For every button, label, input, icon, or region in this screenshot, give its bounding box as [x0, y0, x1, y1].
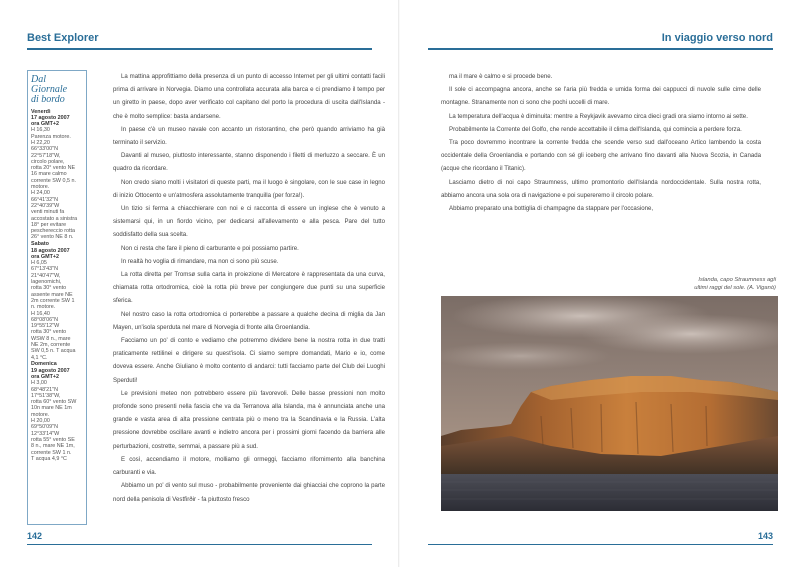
entry-line: 8 n., mare NE 1m,	[31, 443, 75, 450]
paragraph: La temperatura dell'acqua è diminuita: mentre a Reykjavik avevamo circa dieci gradi ora siamo intorno ai sette.	[449, 112, 748, 120]
right-text-column	[441, 70, 761, 215]
page-number-left: 142	[27, 531, 43, 541]
running-header-left: Best Explorer	[27, 32, 99, 44]
entry-line: rotta 60° vento SW	[31, 399, 77, 406]
header-rule-left	[27, 48, 372, 50]
paragraph: La rotta diretta per Tromsø sulla carta in proiezione di Mercatore è rappresentata da una curva, chiamata rotta ortodromica, cioè la rotta più breve per congiungere due punti su una superficie sferica.	[113, 271, 385, 305]
entry-tz: ora GMT+2	[31, 121, 60, 128]
page-number-right: 143	[757, 531, 773, 541]
entry-line: venti minuti fa	[31, 209, 65, 216]
footer-rule-left	[27, 544, 372, 545]
entry-line: accostato a sinistra	[31, 215, 78, 222]
running-header-right: In viaggio verso nord	[661, 32, 773, 44]
entry-line: 2m corrente SW 1	[31, 297, 75, 304]
entry-line: 69°50'09"N	[31, 424, 58, 431]
entry-line: NE 2m, corrente	[31, 341, 71, 348]
paragraph: In paese c'è un museo navale con accanto un ristorantino, che però quando arriviamo ha già terminato il servizio.	[113, 125, 385, 147]
photo-caption: Islanda, capo Straumness agli ultimi raggi del sole. (A. Viganò)	[694, 277, 776, 291]
entry-line: lagenomichi,	[31, 279, 62, 286]
entry-line: assente mare NE	[31, 291, 73, 298]
entry-line: 67°13'43"N	[31, 266, 58, 273]
entry-tz: ora GMT+2	[31, 253, 60, 260]
entry-line: corrente SW 0,5 n.	[31, 177, 76, 184]
footer-rule-right	[428, 544, 773, 545]
entry-line: 4,1 °C.	[31, 354, 48, 361]
entry-line: 22°40'39"W	[31, 202, 60, 209]
paragraph: Il sole ci accompagna ancora, anche se l'aria più fredda e umida forma dei cappucci di nuvole sulle cime delle montagne. Stranamente non ci sono che pochi uccelli di mare.	[441, 86, 761, 107]
entry-line: rotta 30° vento	[31, 329, 67, 336]
logbook-entry	[31, 241, 83, 361]
paragraph: Tra poco dovremmo incontrare la corrente fredda che scende verso sud dall'oceano Artico lambendo la costa occidentale della Groenlandia e portando con sé gli iceberg che arrivano fino davanti alla Nuova Scozia, in Canada (acque che ricordano il Titanic).	[441, 139, 761, 173]
paragraph: Nel nostro caso la rotta ortodromica ci porterebbe a passare a qualche decina di miglia da Jan Mayen, un'isola sperduta nel mare di Norvegia di fronte alla Groenlandia.	[113, 310, 385, 331]
entry-date: 19 agosto 2007	[31, 367, 70, 374]
entry-line: 22°57'18"W,	[31, 152, 61, 159]
entry-line: 66°41'32"N	[31, 196, 58, 203]
entry-line: peschereccio rotta	[31, 228, 76, 235]
entry-line: 26° vento NE 8 n.	[31, 234, 74, 241]
entry-line: motore.	[31, 184, 50, 191]
paragraph: In realtà ho voglia di rimandare, ma non ci sono più scuse.	[121, 257, 279, 265]
paragraph: Non credo siano molti i visitatori di queste parti, ma il luogo è singolare, con le sue case in legno di inizio Ottocento e un'atmosfera assolutamente tranquilla (per forza!).	[113, 178, 385, 199]
paragraph: E così, accendiamo il motore, molliamo gli ormeggi, facciamo rifornimento alla banchina carburanti e via.	[113, 455, 385, 477]
logbook-sidebar	[27, 70, 87, 525]
entry-line: corrente SW 1 n.	[31, 449, 72, 456]
entry-line: T acqua 4,9 °C	[31, 455, 67, 462]
entry-line: SW 0,5 n. T acqua	[31, 348, 76, 355]
entry-line: Parenza motore.	[31, 133, 71, 140]
entry-line: rotta 55° vento SE	[31, 436, 75, 443]
entry-line: 19°55'12"W	[31, 323, 60, 330]
entry-line: circolo polare,	[31, 158, 65, 165]
entry-line: WSW 8 n., mare	[31, 335, 71, 342]
entry-date: 17 agosto 2007	[31, 114, 70, 121]
entry-line: 18° per evitare	[31, 221, 67, 228]
paragraph: Abbiamo un po' di vento sul muso - probabilmente proveniente dai ghiacciai che coprono la parte nord della penisola di Vestfirðir - fa piuttosto fresco	[113, 482, 385, 503]
entry-date: 18 agosto 2007	[31, 247, 70, 254]
entry-line: 21°40'47"W,	[31, 272, 61, 279]
entry-tz: ora GMT+2	[31, 373, 60, 380]
cliff-landscape-image	[441, 296, 778, 511]
logbook-entry	[31, 361, 83, 462]
entry-line: H 24,00	[31, 190, 50, 197]
paragraph: ma il mare è calmo e si procede bene.	[449, 73, 553, 80]
straumness-cliff-photo	[441, 296, 778, 511]
entry-line: 17°51'38"W,	[31, 392, 61, 399]
entry-line: H 16,40	[31, 310, 50, 317]
sidebar-title: Dal Giornale di bordo	[31, 74, 68, 105]
paragraph: Un tizio si ferma a chiacchierare con noi e ci racconta di essere un inglese che è venuto a sistemarsi qui, in un fiordo vicino, per dedicarsi all'allevamento e alla pesca. Pare del tutto soddisfatto della sua scelta.	[113, 205, 385, 239]
paragraph: Non ci resta che fare il pieno di carburante e poi possiamo partire.	[121, 244, 299, 252]
paragraph: Le previsioni meteo non potrebbero essere più favorevoli. Delle basse pressioni non molto profonde sono presenti nella fascia che va da Terranova alla Islanda, ma è annunciata anche una grande e vasta area di alta pressione centrata più o meno tra la Scandinavia e la Russia. L'alta pressione dovrebbe oscillare avanti e indietro ancora per i prossimi giorni facendo da barriera alle perturbazioni, costrette, semmai, a passare più a sud.	[113, 389, 385, 450]
entry-line: 68°08'06"N	[31, 316, 58, 323]
paragraph: Lasciamo dietro di noi capo Straumness, ultimo promontorio dell'Islanda nordoccidentale. Sulla nostra rotta, abbiamo ancora una sola ora di navigazione e poi supereremo il circolo polare.	[441, 178, 761, 199]
photo-credit: (A. Viganò)	[747, 284, 776, 291]
entry-line: H 20,00	[31, 418, 50, 425]
entry-line: H 6,05	[31, 260, 47, 267]
entry-line: 66°33'00"N	[31, 146, 58, 153]
left-text-column	[113, 70, 385, 506]
paragraph: Davanti al museo, piuttosto interessante, stanno disponendo i filetti di merluzzo a seccare. È un quadro da ricordare.	[113, 152, 385, 173]
logbook-entry	[31, 109, 83, 241]
entry-line: n. motore.	[31, 304, 56, 311]
entry-line: motore.	[31, 411, 50, 418]
header-rule-right	[428, 48, 773, 50]
entry-line: H 16,30	[31, 127, 50, 134]
entry-day: Sabato	[31, 241, 49, 248]
entry-line: 68°48'21"N	[31, 386, 58, 393]
entry-line: rotta 30° vento	[31, 285, 67, 292]
entry-line: H 3,00	[31, 380, 47, 387]
paragraph: Abbiamo preparato una bottiglia di champagne da stappare per l'occasione,	[449, 205, 654, 213]
entry-line: H 22,20	[31, 139, 50, 146]
entry-line: 12°33'14"W	[31, 430, 60, 437]
entry-day: Venerdì	[31, 108, 51, 115]
sidebar-entries	[28, 107, 86, 462]
entry-line: 10n mare NE 1m	[31, 405, 72, 412]
paragraph: Facciamo un po' di conto e vediamo che potremmo dividere bene la nostra rotta in due tratti praticamente rettilinei e dirigere su quest'isola. Ci siamo sempre domandati, Mario e io, come doveva essere. Anche Giuliano è molto contento di andarci: tutti facciamo parte del Club dei Luoghi Sperduti!	[113, 337, 385, 384]
entry-line: rotta 20° vento NE	[31, 165, 76, 172]
paragraph: La mattina approfittiamo della presenza di un punto di accesso Internet per gli ultimi contatti facili prima di arrivare in Norvegia. Diamo una controllata accurata alla barca e ci prendiamo il tempo per un giretto in paese, dopo aver verificato col capitano del porto la procedura di uscita dall'Islanda - che è molto semplice: basta andarsene.	[113, 73, 385, 120]
entry-line: 16 mare calmo	[31, 171, 67, 178]
entry-day: Domenica	[31, 361, 57, 368]
paragraph: Probabilmente la Corrente del Golfo, che rende accettabile il clima dell'Islanda, qui comincia a perdere forza.	[449, 125, 742, 133]
